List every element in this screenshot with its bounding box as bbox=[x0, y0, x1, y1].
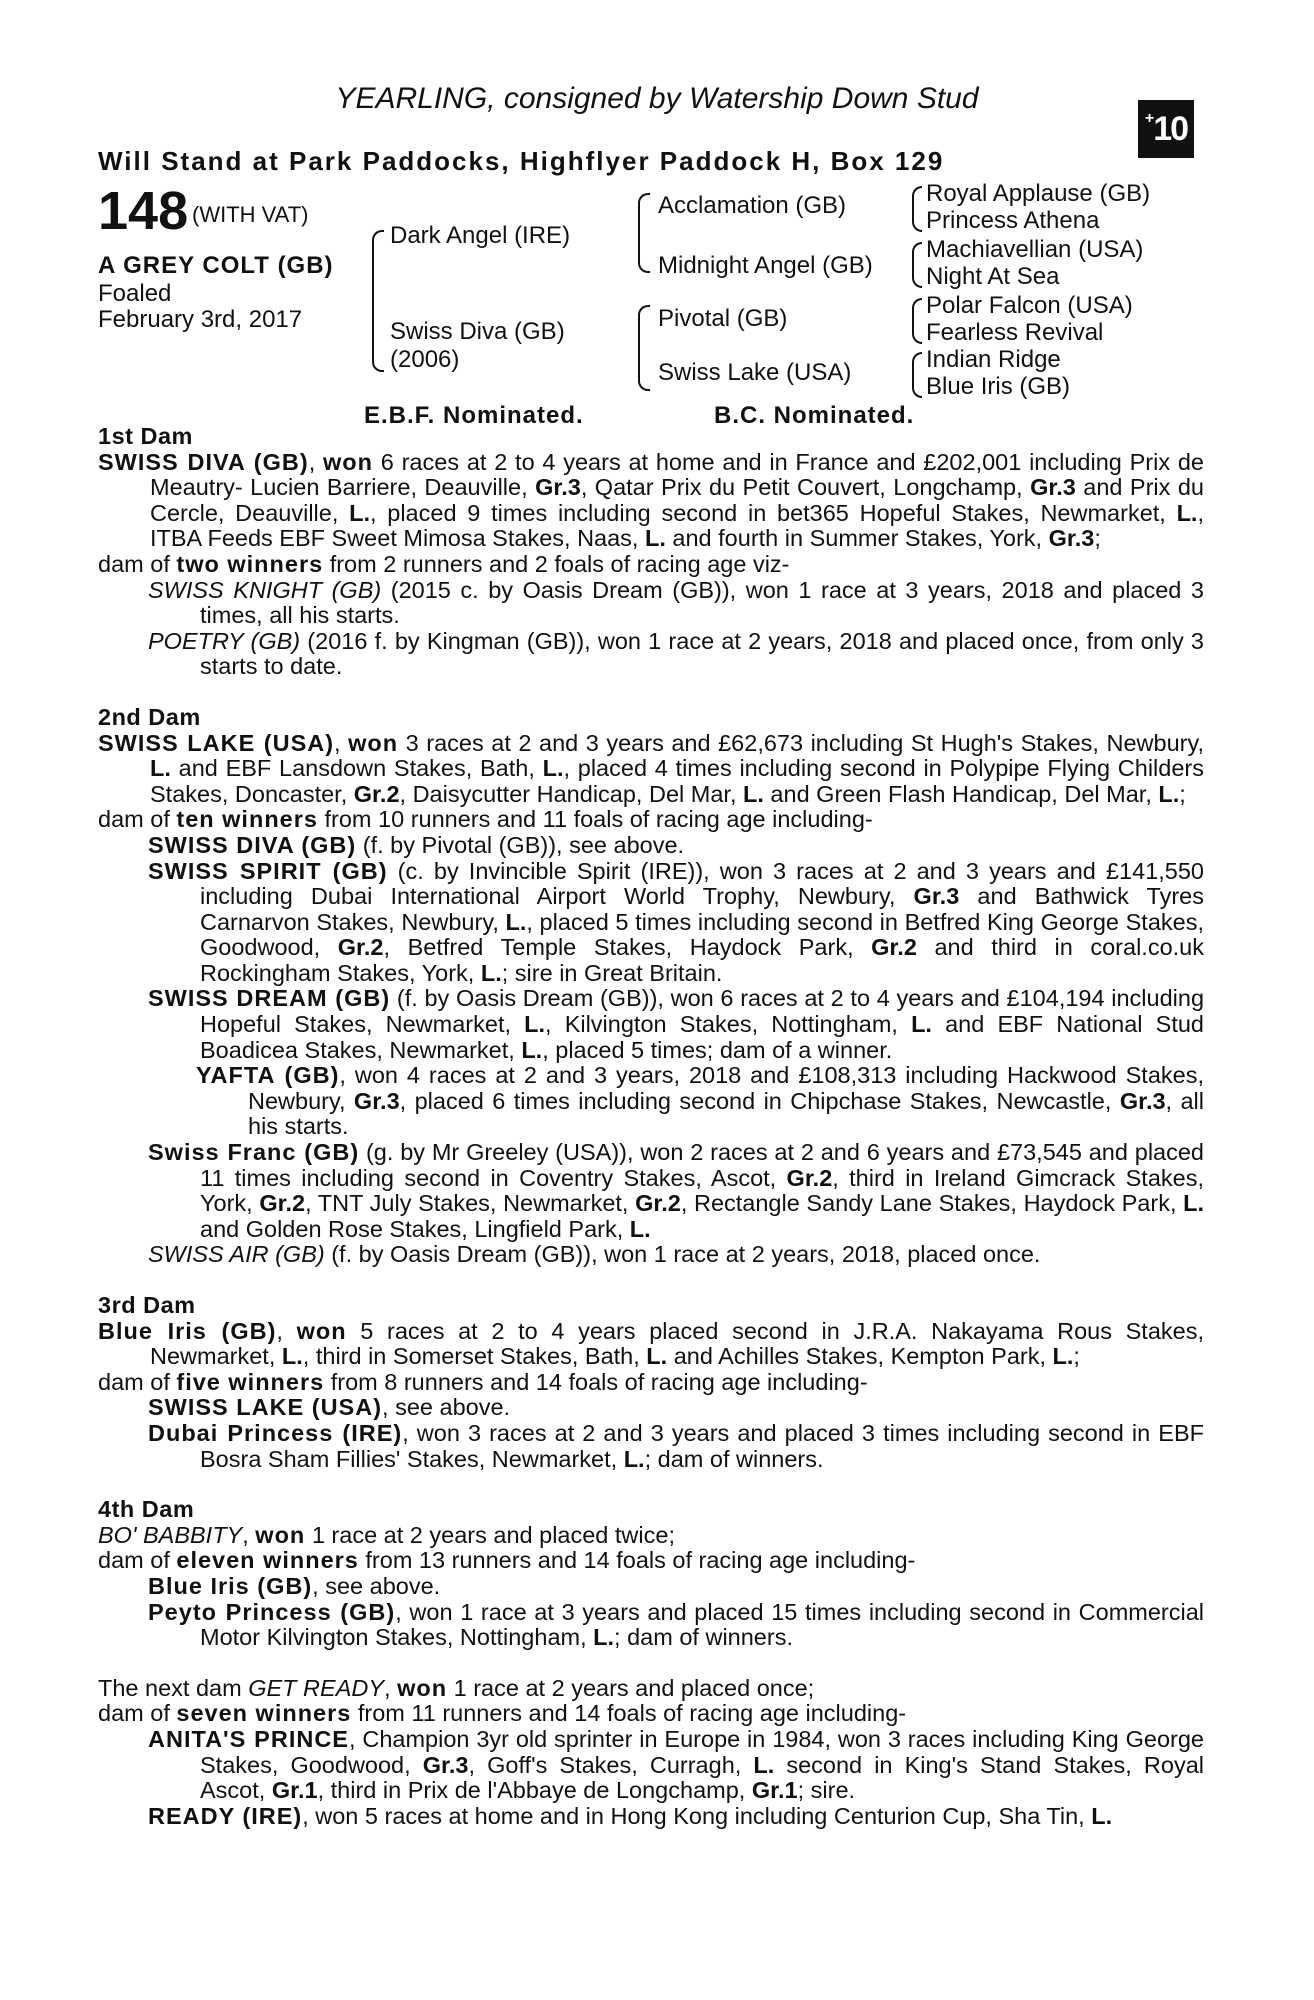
catalogue-text bbox=[98, 424, 1204, 1829]
next-dam-record: The next dam GET READY, won 1 race at 2 years and placed once; bbox=[98, 1674, 815, 1701]
produce-entry: SWISS SPIRIT (GB) (c. by Invincible Spirit (IRE)), won 3 races at 2 and 3 years and £141,550 including Dubai International Airport World Trophy, Newbury, Gr.3 and Bathwick Tyres Carnarvon Stakes, Newbury, L., placed 5 times including second in Betfred King George Stakes, Goodwood, Gr.2, Betfred Temple Stakes, Haydock Park, Gr.2 and third in coral.co.uk Rockingham Stakes, York, L.; sire in Great Britain. bbox=[148, 857, 1204, 986]
ancestor: Machiavellian (USA) bbox=[926, 236, 1144, 263]
bc-nomination: B.C. Nominated. bbox=[714, 402, 915, 429]
third-dam-produce: dam of five winners from 8 runners and 14 foals of racing age including- bbox=[98, 1368, 868, 1395]
ancestor: Polar Falcon (USA) bbox=[926, 292, 1133, 319]
horse-description: A GREY COLT (GB) bbox=[98, 252, 334, 279]
produce-entry: POETRY (GB) (2016 f. by Kingman (GB)), won 1 race at 2 years, 2018 and placed once, from only 3 starts to date. bbox=[148, 627, 1204, 680]
pedigree-brace bbox=[912, 242, 922, 288]
page-header: YEARLING, consigned by Watership Down Stud bbox=[335, 82, 979, 115]
produce-entry: SWISS AIR (GB) (f. by Oasis Dream (GB)), won 1 race at 2 years, 2018, placed once. bbox=[148, 1241, 1041, 1268]
sire-dam: Midnight Angel (GB) bbox=[658, 252, 873, 279]
ancestor: Royal Applause (GB) bbox=[926, 180, 1151, 207]
produce-entry: Swiss Franc (GB) (g. by Mr Greeley (USA)), won 2 races at 2 and 6 years and £73,545 and placed 11 times including second in Coventry Stakes, Ascot, Gr.2, third in Ireland Gimcrack Stakes, York, Gr.2, TNT July Stakes, Newmarket, Gr.2, Rectangle Sandy Lane Stakes, Haydock Park, L. and Golden Rose Stakes, Lingfield Park, L. bbox=[148, 1139, 1204, 1242]
pedigree-brace bbox=[912, 298, 922, 344]
page-badge: + 10 bbox=[1138, 100, 1194, 158]
produce-entry: Blue Iris (GB), see above. bbox=[148, 1572, 441, 1599]
lot-vat-note: (WITH VAT) bbox=[192, 202, 309, 227]
produce-entry: ANITA'S PRINCE, Champion 3yr old sprinter in Europe in 1984, won 3 races including King George Stakes, Goodwood, Gr.3, Goff's Stakes, Curragh, L. second in King's Stand Stakes, Royal Ascot, Gr.1, third in Prix de l'Abbaye de Longchamp, Gr.1; sire. bbox=[148, 1725, 1204, 1804]
pedigree-brace bbox=[638, 305, 650, 391]
third-dam-record: Blue Iris (GB), won 5 races at 2 to 4 years placed second in J.R.A. Nakayama Rous Stakes, Newmarket, L., third in Somerset Stakes, Bath, L. and Achilles Stakes, Kempton Park, L.; bbox=[98, 1317, 1204, 1370]
foaled-label: Foaled bbox=[98, 280, 172, 307]
pedigree-brace bbox=[372, 230, 384, 372]
second-dam-heading: 2nd Dam bbox=[98, 703, 201, 730]
produce-entry: SWISS KNIGHT (GB) (2015 c. by Oasis Dream (GB)), won 1 race at 3 years, 2018 and placed 3 times, all his starts. bbox=[148, 576, 1204, 629]
produce-entry: SWISS DIVA (GB) (f. by Pivotal (GB)), see above. bbox=[148, 831, 685, 858]
ancestor: Blue Iris (GB) bbox=[926, 373, 1071, 400]
ebf-nomination: E.B.F. Nominated. bbox=[364, 402, 584, 429]
produce-entry: YAFTA (GB), won 4 races at 2 and 3 years, 2018 and £108,313 including Hackwood Stakes, Newbury, Gr.3, placed 6 times including second in Chipchase Stakes, Newcastle, Gr.3, all his starts. bbox=[196, 1062, 1204, 1140]
pedigree-brace bbox=[638, 193, 650, 273]
third-dam-heading: 3rd Dam bbox=[98, 1292, 196, 1318]
location-line: Will Stand at Park Paddocks, Highflyer Paddock H, Box 129 bbox=[98, 146, 945, 176]
second-dam-record: SWISS LAKE (USA), won 3 races at 2 and 3 years and £62,673 including St Hugh's Stakes, Newbury, L. and EBF Lansdown Stakes, Bath, L., placed 4 times including second in Polypipe Flying Childers Stakes, Doncaster, Gr.2, Daisycutter Handicap, Del Mar, L. and Green Flash Handicap, Del Mar, L.; bbox=[98, 729, 1204, 807]
first-dam-record: SWISS DIVA (GB), won 6 races at 2 to 4 years at home and in France and £202,001 including Prix de Meautry- Lucien Barriere, Deauville, Gr.3, Qatar Prix du Petit Couvert, Longchamp, Gr.3 and Prix du Cercle, Deauville, L., placed 9 times including second in bet365 Hopeful Stakes, Newmarket, L., ITBA Feeds EBF Sweet Mimosa Stakes, Naas, L. and fourth in Summer Stakes, York, Gr.3; bbox=[98, 448, 1204, 552]
produce-entry: Peyto Princess (GB), won 1 race at 3 years and placed 15 times including second in Commercial Motor Kilvington Stakes, Nottingham, L.; dam of winners. bbox=[148, 1598, 1205, 1651]
produce-entry: SWISS LAKE (USA), see above. bbox=[148, 1394, 511, 1421]
second-dam-produce: dam of ten winners from 10 runners and 11 foals of racing age including- bbox=[98, 806, 873, 833]
sire-sire: Acclamation (GB) bbox=[658, 192, 847, 219]
dam-dam: Swiss Lake (USA) bbox=[658, 359, 852, 386]
lot-number: 148 bbox=[98, 181, 189, 241]
fourth-dam-heading: 4th Dam bbox=[98, 1496, 195, 1523]
dam: Swiss Diva (GB) bbox=[390, 318, 565, 345]
pedigree-brace bbox=[912, 352, 922, 398]
first-dam-heading: 1st Dam bbox=[98, 423, 193, 449]
ancestor: Night At Sea bbox=[926, 263, 1060, 290]
dam-sire: Pivotal (GB) bbox=[658, 305, 788, 332]
produce-entry: Dubai Princess (IRE), won 3 races at 2 and 3 years and placed 3 times including second in EBF Bosra Sham Fillies' Stakes, Newmarket, L.; dam of winners. bbox=[148, 1419, 1204, 1472]
fourth-dam-record: BO' BABBITY, won 1 race at 2 years and placed twice; bbox=[98, 1521, 675, 1548]
pedigree-brace bbox=[912, 186, 922, 232]
dam-year: (2006) bbox=[390, 346, 460, 373]
foaled-date: February 3rd, 2017 bbox=[98, 306, 303, 333]
sire: Dark Angel (IRE) bbox=[390, 222, 571, 249]
produce-entry: SWISS DREAM (GB) (f. by Oasis Dream (GB)), won 6 races at 2 to 4 years and £104,194 including Hopeful Stakes, Newmarket, L., Kilvington Stakes, Nottingham, L. and EBF National Stud Boadicea Stakes, Newmarket, L., placed 5 times; dam of a winner. bbox=[148, 985, 1205, 1063]
first-dam-produce: dam of two winners from 2 runners and 2 foals of racing age viz- bbox=[98, 550, 790, 577]
ancestor: Princess Athena bbox=[926, 207, 1100, 234]
next-dam-produce: dam of seven winners from 11 runners and 14 foals of racing age including- bbox=[98, 1700, 907, 1727]
fourth-dam-produce: dam of eleven winners from 13 runners and 14 foals of racing age including- bbox=[98, 1547, 916, 1574]
ancestor: Indian Ridge bbox=[926, 346, 1061, 373]
produce-entry: READY (IRE), won 5 races at home and in Hong Kong including Centurion Cup, Sha Tin, L. bbox=[148, 1802, 1113, 1829]
ancestor: Fearless Revival bbox=[926, 319, 1104, 346]
